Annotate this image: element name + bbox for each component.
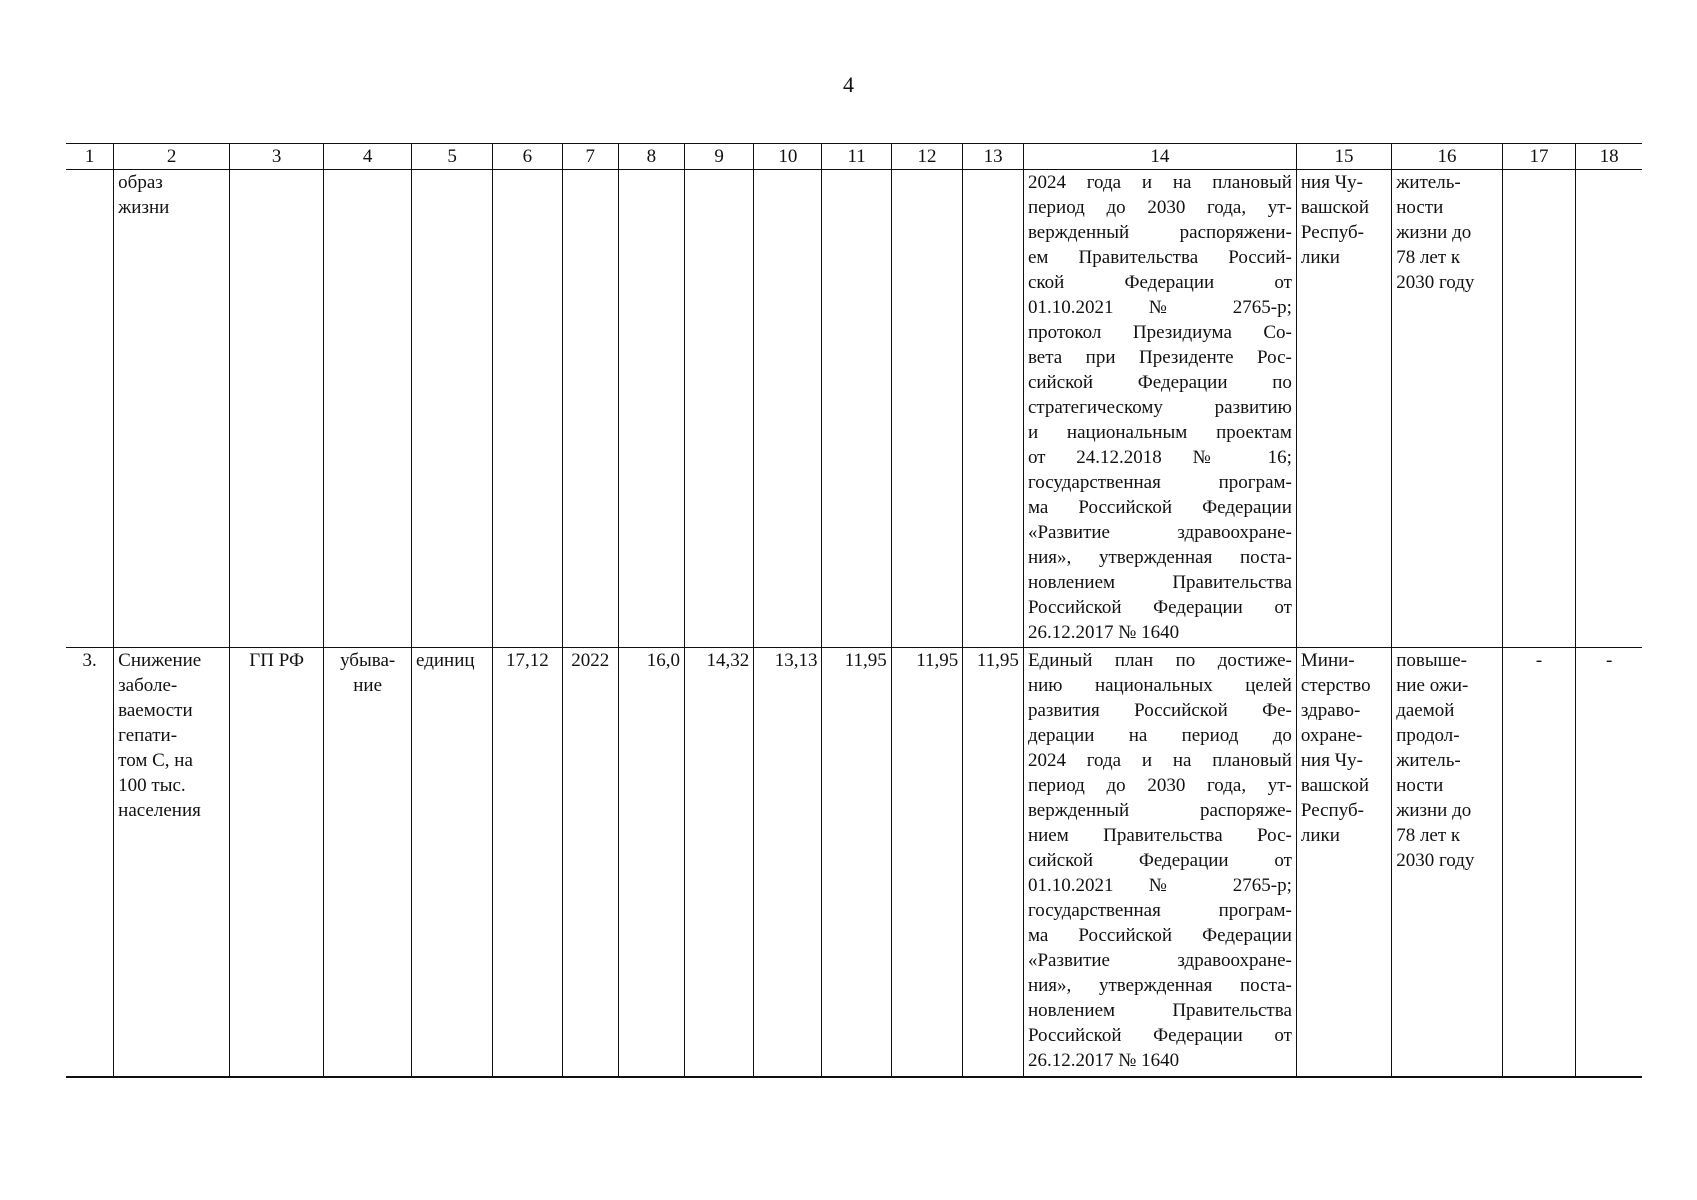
header-cell: 16 <box>1392 144 1502 170</box>
level-cell: ГП РФ <box>230 648 324 1078</box>
text-line: 2024 года и на плановый <box>1027 172 1292 193</box>
header-cell: 3 <box>230 144 324 170</box>
header-cell: 2 <box>114 144 230 170</box>
table-cell <box>1502 170 1576 648</box>
unit-cell: единиц <box>412 648 493 1078</box>
goal-link-cell: повыше- ние ожи- даемой продол- житель- ности жизни до 78 лет к 2030 году <box>1392 648 1502 1078</box>
header-cell: 11 <box>822 144 891 170</box>
text-line: нием Правительства Рос- <box>1027 825 1292 846</box>
indicators-table <box>66 143 1642 1078</box>
table-cell <box>891 170 962 648</box>
text-line: 01.10.2021 № 2765-р; <box>1027 297 1292 318</box>
header-cell: 9 <box>684 144 753 170</box>
text-line: вета при Президенте Рос- <box>1027 347 1292 368</box>
text-line: 01.10.2021 № 2765-р; <box>1027 875 1292 896</box>
text-line: и национальным проектам <box>1027 422 1292 443</box>
value-cell: 14,32 <box>684 648 753 1078</box>
header-cell: 12 <box>891 144 962 170</box>
table-cell <box>963 170 1024 648</box>
header-cell: 13 <box>963 144 1024 170</box>
text-line: ской Федерации от <box>1027 272 1292 293</box>
responsible-cell: Мини- стерство здраво- охране- ния Чу- вашской Респуб- лики <box>1296 648 1391 1078</box>
header-cell: 15 <box>1296 144 1391 170</box>
table-row-continued <box>66 170 1642 648</box>
text-line: от 24.12.2018 № 16; <box>1027 447 1292 468</box>
text-line: ния», утвержденная поста- <box>1027 547 1292 568</box>
text-line: период до 2030 года, ут- <box>1027 775 1292 796</box>
table-cell <box>1576 170 1642 648</box>
text-line: развития Российской Фе- <box>1027 700 1292 721</box>
table-cell <box>618 170 684 648</box>
indicator-name-cell: Снижение заболе- ваемости гепати- том С, на 100 тыс. населения <box>114 648 230 1078</box>
header-cell: 4 <box>324 144 412 170</box>
text-line: ма Российской Федерации <box>1027 497 1292 518</box>
base-value-cell: 17,12 <box>493 648 562 1078</box>
basis-documents-text <box>1028 648 1292 1073</box>
text-line: 2024 года и на плановый <box>1027 750 1292 771</box>
page-number: 4 <box>843 72 854 97</box>
value-cell: 11,95 <box>891 648 962 1078</box>
basis-documents-cell <box>1023 648 1296 1078</box>
text-line: «Развитие здравоохране- <box>1027 522 1292 543</box>
table-row-3 <box>66 648 1642 1078</box>
header-row <box>66 144 1642 170</box>
text-line: Российской Федерации от <box>1027 597 1292 618</box>
goal-link-cell: житель- ности жизни до 78 лет к 2030 году <box>1392 170 1502 648</box>
table-cell: - <box>1576 648 1642 1078</box>
table-cell <box>754 170 822 648</box>
text-line: дерации на период до <box>1027 725 1292 746</box>
responsible-cell: ния Чу- вашской Респуб- лики <box>1296 170 1391 648</box>
table-cell <box>324 170 412 648</box>
basis-documents-cell <box>1023 170 1296 648</box>
table-cell <box>412 170 493 648</box>
value-cell: 13,13 <box>754 648 822 1078</box>
header-cell: 1 <box>66 144 114 170</box>
text-line: ем Правительства Россий- <box>1027 247 1292 268</box>
base-year-cell: 2022 <box>562 648 618 1078</box>
text-line: вержденный распоряжени- <box>1027 222 1292 243</box>
text-line: ма Российской Федерации <box>1027 925 1292 946</box>
text-line: «Развитие здравоохране- <box>1027 950 1292 971</box>
table-cell <box>822 170 891 648</box>
text-line: новлением Правительства <box>1027 1000 1292 1021</box>
table-cell <box>562 170 618 648</box>
text-line: Единый план по достиже- <box>1027 650 1292 671</box>
text-line: нию национальных целей <box>1027 675 1292 696</box>
table-cell: - <box>1502 648 1576 1078</box>
row-number-cell: 3. <box>66 648 114 1078</box>
text-line: стратегическому развитию <box>1027 397 1292 418</box>
header-cell: 18 <box>1576 144 1642 170</box>
text-line: вержденный распоряже- <box>1027 800 1292 821</box>
table-cell <box>684 170 753 648</box>
trend-cell: убыва- ние <box>324 648 412 1078</box>
header-cell: 10 <box>754 144 822 170</box>
text-line: 26.12.2017 № 1640 <box>1027 622 1180 643</box>
header-cell: 17 <box>1502 144 1576 170</box>
header-cell: 7 <box>562 144 618 170</box>
header-cell: 14 <box>1023 144 1296 170</box>
table-cell <box>493 170 562 648</box>
value-cell: 11,95 <box>963 648 1024 1078</box>
header-cell: 8 <box>618 144 684 170</box>
basis-documents-text <box>1028 170 1292 645</box>
header-cell: 6 <box>493 144 562 170</box>
text-line: период до 2030 года, ут- <box>1027 197 1292 218</box>
value-cell: 16,0 <box>618 648 684 1078</box>
text-line: протокол Президиума Со- <box>1027 322 1292 343</box>
text-line: сийской Федерации по <box>1027 372 1292 393</box>
value-cell: 11,95 <box>822 648 891 1078</box>
indicator-name-cell: образ жизни <box>114 170 230 648</box>
table-cell <box>66 170 114 648</box>
text-line: 26.12.2017 № 1640 <box>1027 1050 1180 1071</box>
text-line: сийской Федерации от <box>1027 850 1292 871</box>
text-line: государственная програм- <box>1027 900 1292 921</box>
header-cell: 5 <box>412 144 493 170</box>
table-cell <box>230 170 324 648</box>
text-line: новлением Правительства <box>1027 572 1292 593</box>
text-line: Российской Федерации от <box>1027 1025 1292 1046</box>
text-line: государственная програм- <box>1027 472 1292 493</box>
text-line: ния», утвержденная поста- <box>1027 975 1292 996</box>
